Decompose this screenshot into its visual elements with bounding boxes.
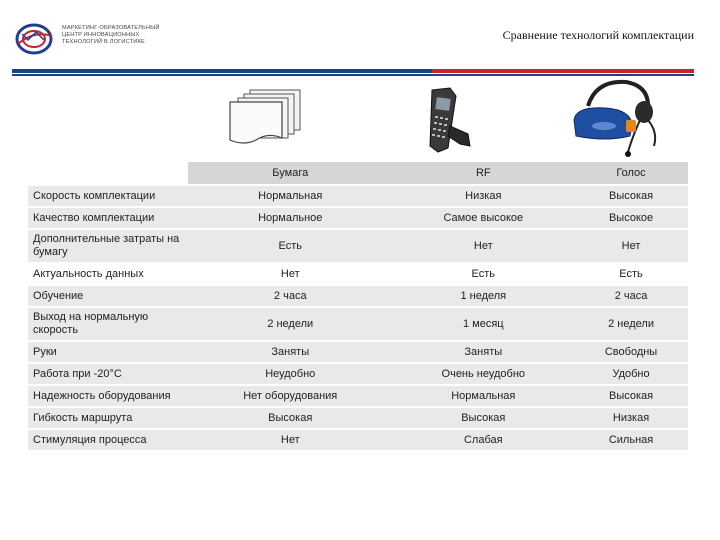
header-bar-red xyxy=(432,69,694,73)
slide-title: Сравнение технологий комплектации xyxy=(502,28,694,42)
paper-stack-icon xyxy=(226,88,306,148)
table-row xyxy=(28,208,688,228)
row-label: Качество комплектации xyxy=(28,208,188,228)
cell-value: Нет xyxy=(574,230,688,262)
column-header-paper: Бумага xyxy=(188,162,392,184)
row-label: Выход на нормальную скорость xyxy=(28,308,188,340)
row-label: Руки xyxy=(28,342,188,362)
cell-value: Заняты xyxy=(392,342,574,362)
row-label: Гибкость маршрута xyxy=(28,408,188,428)
table-row xyxy=(28,264,688,284)
table-header-row xyxy=(28,162,688,184)
cell-value: Нормальная xyxy=(188,186,392,206)
cell-value: Сильная xyxy=(574,430,688,450)
table-row xyxy=(28,286,688,306)
table-body xyxy=(28,186,688,450)
rf-scanner-icon xyxy=(410,86,476,160)
cell-value: Нет xyxy=(392,230,574,262)
company-logo xyxy=(14,22,184,56)
cell-value: Высокая xyxy=(574,386,688,406)
row-label: Дополнительные затраты на бумагу xyxy=(28,230,188,262)
row-label: Скорость комплектации xyxy=(28,186,188,206)
table-row xyxy=(28,342,688,362)
logo-line-2: ЦЕНТР ИННОВАЦИОННЫХ xyxy=(62,32,140,38)
cell-value: Самое высокое xyxy=(392,208,574,228)
column-header-voice: Голос xyxy=(574,162,688,184)
cell-value: Есть xyxy=(471,268,496,280)
cell-value: Нет xyxy=(188,430,392,450)
cell-value: Удобно xyxy=(574,364,688,384)
cell-value: 2 недели xyxy=(574,308,688,340)
cell-value: Слабая xyxy=(392,430,574,450)
cell-value: 2 недели xyxy=(188,308,392,340)
row-label: Актуальность данных xyxy=(33,267,144,280)
table-row xyxy=(28,364,688,384)
row-label: Надежность оборудования xyxy=(28,386,188,406)
cell-value: Высокая xyxy=(574,186,688,206)
cell-value: Низкая xyxy=(574,408,688,428)
table-row xyxy=(28,408,688,428)
table-row xyxy=(28,186,688,206)
cell-value: 2 часа xyxy=(574,286,688,306)
row-label: Работа при -20°C xyxy=(28,364,188,384)
cell-value: Высокая xyxy=(392,408,574,428)
table-row xyxy=(28,308,688,340)
cell-value: 2 часа xyxy=(188,286,392,306)
cell-value: 1 неделя xyxy=(392,286,574,306)
cell-value: Нормальная xyxy=(392,386,574,406)
cell-value: Низкая xyxy=(392,186,574,206)
cell-value: 1 месяц xyxy=(392,308,574,340)
logo-text xyxy=(62,25,160,46)
header-bar-blue xyxy=(12,69,432,73)
cell-value: Высокая xyxy=(188,408,392,428)
cell-value: Нормальное xyxy=(188,208,392,228)
table-row xyxy=(28,230,688,262)
cell-value: Неудобно xyxy=(188,364,392,384)
table-row xyxy=(28,430,688,450)
comparison-table xyxy=(28,160,688,452)
cell-value: Заняты xyxy=(188,342,392,362)
table-row xyxy=(28,386,688,406)
voice-headset-icon xyxy=(566,76,666,160)
cell-value: Очень неудобно xyxy=(392,364,574,384)
table-header-empty xyxy=(28,162,188,184)
cell-value: Есть xyxy=(619,268,643,280)
logo-emblem-icon xyxy=(14,22,58,56)
logo-line-1: МАРКЕТИНГ-ОБРАЗОВАТЕЛЬНЫЙ xyxy=(62,25,160,31)
row-label: Стимуляция процесса xyxy=(28,430,188,450)
cell-value: Нет xyxy=(280,268,300,280)
cell-value: Свободны xyxy=(574,342,688,362)
logo-line-3: ТЕХНОЛОГИЙ В ЛОГИСТИКЕ xyxy=(62,39,145,45)
column-header-rf: RF xyxy=(392,162,574,184)
row-label: Обучение xyxy=(28,286,188,306)
cell-value: Высокое xyxy=(574,208,688,228)
cell-value: Нет оборудования xyxy=(188,386,392,406)
header-bar xyxy=(12,69,694,73)
cell-value: Есть xyxy=(188,230,392,262)
